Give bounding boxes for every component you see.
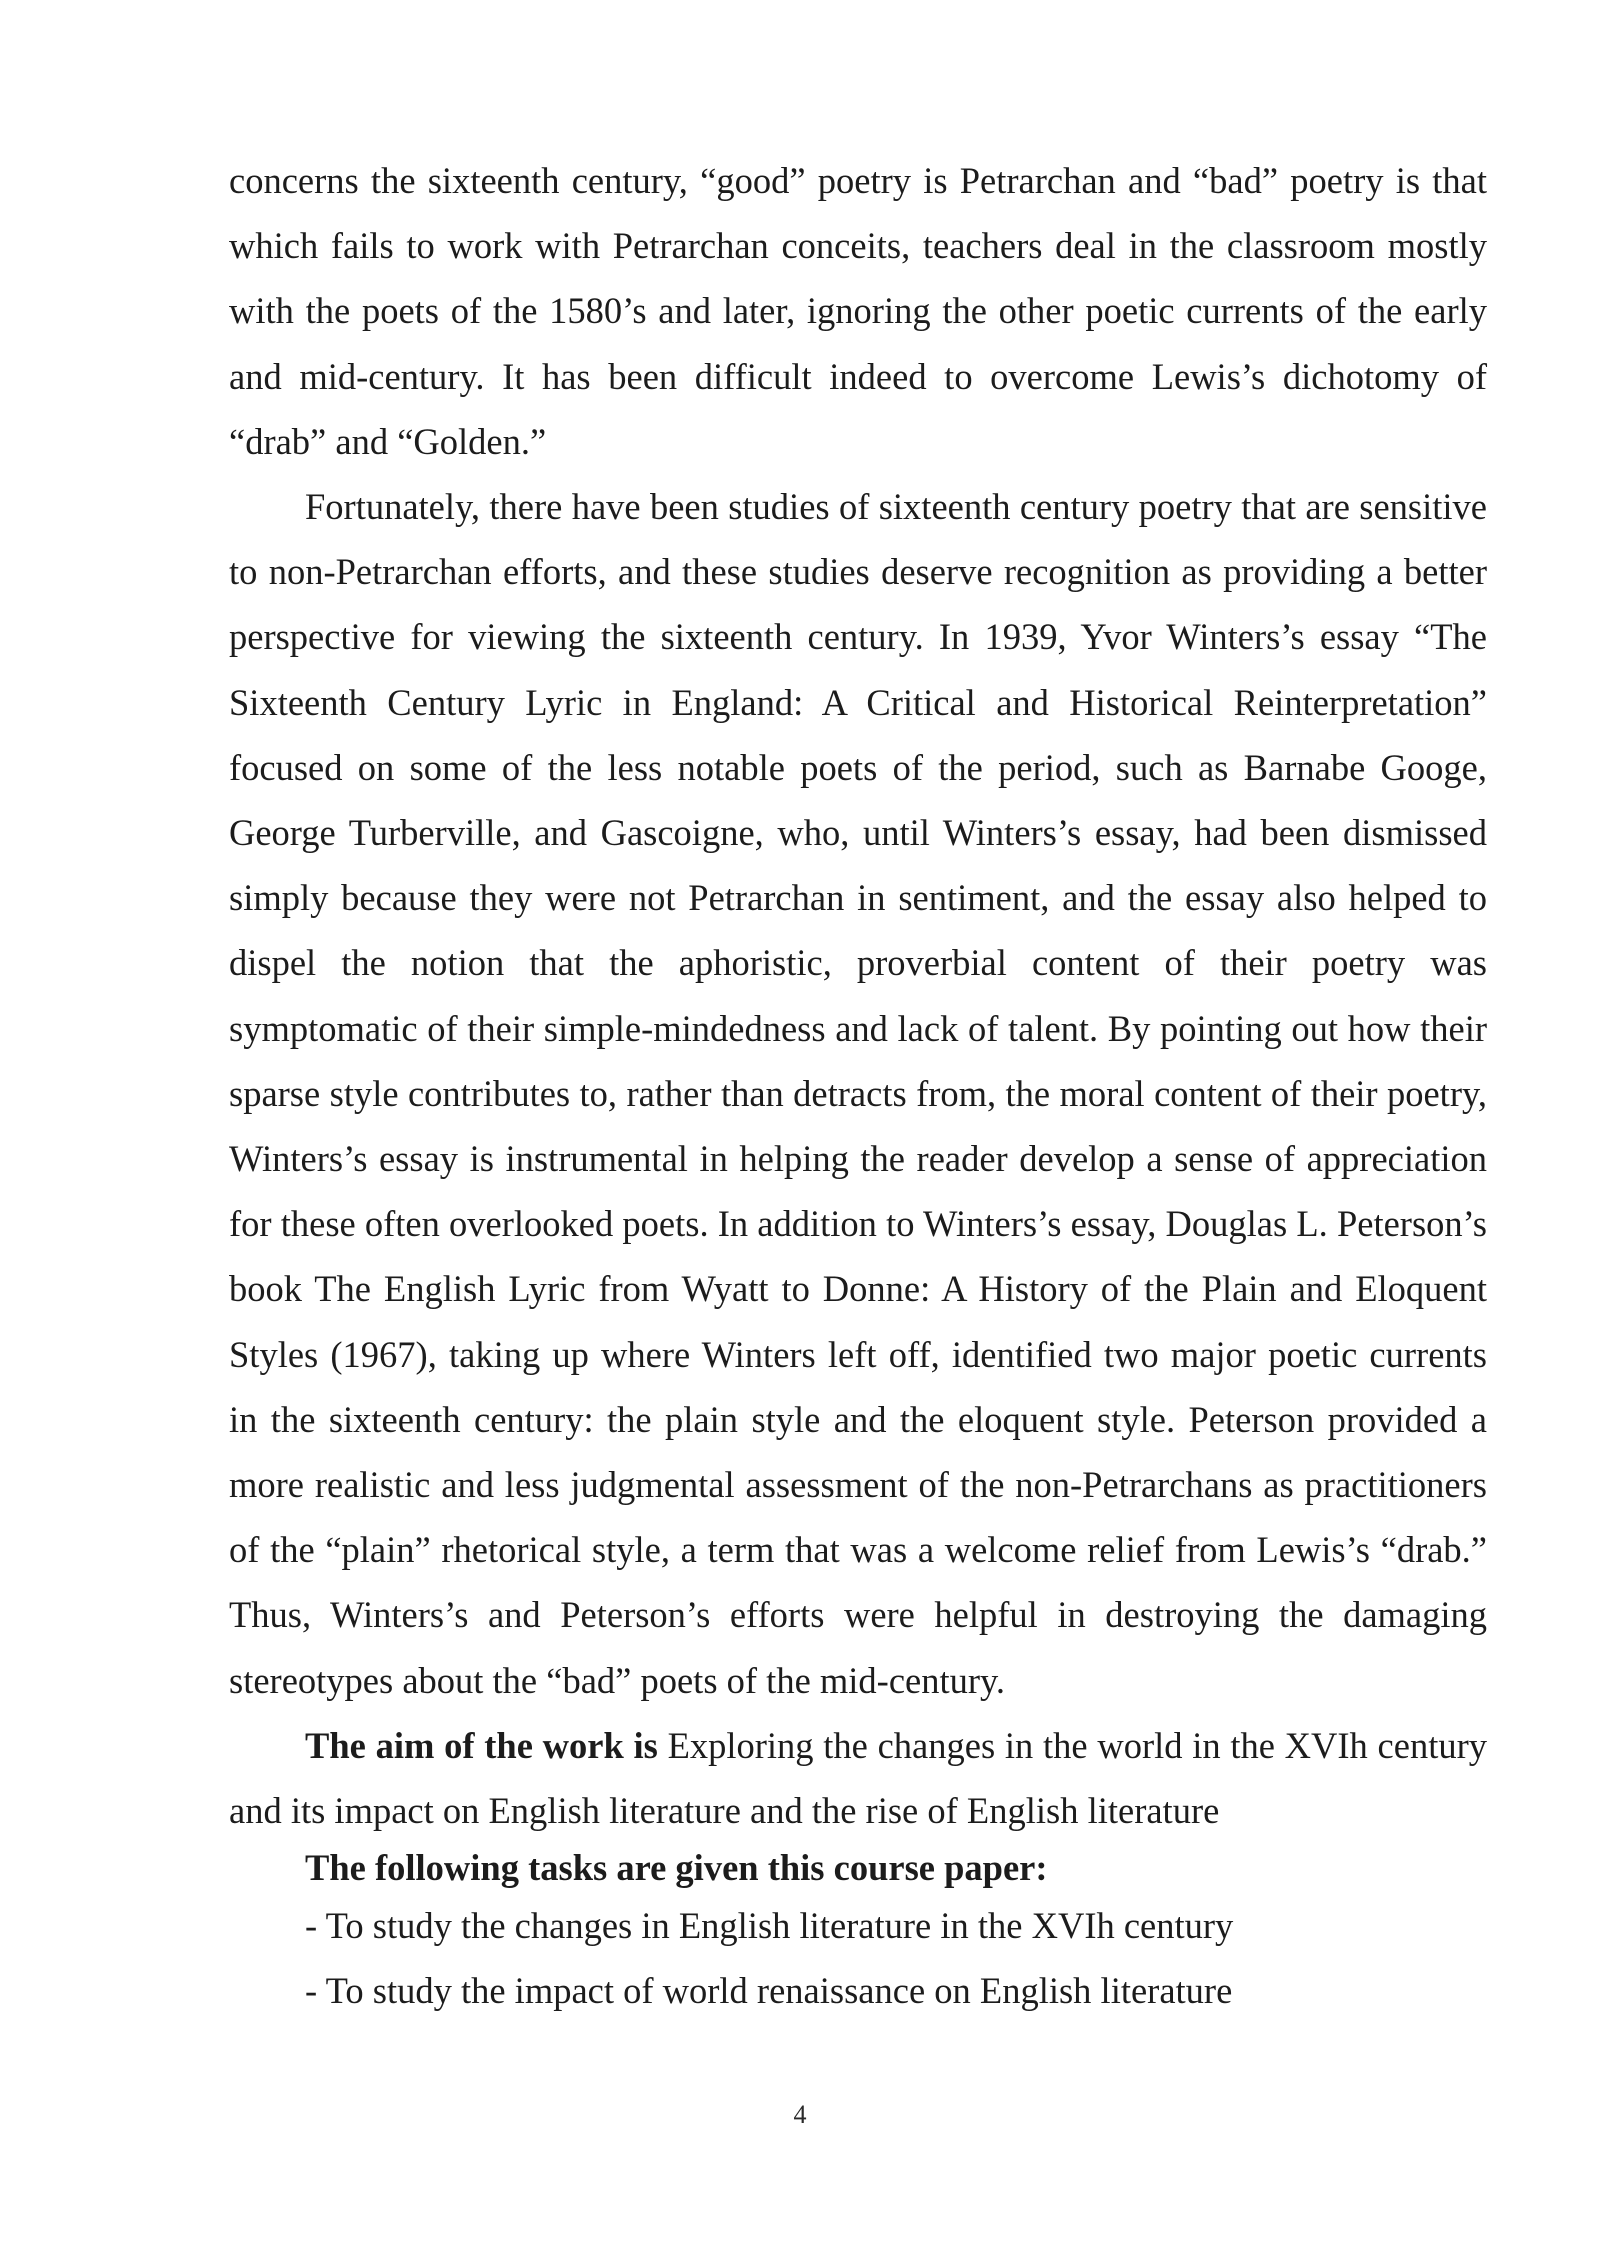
page-number: 4 [793,2100,807,2129]
paragraph-studies: Fortunately, there have been studies of sixteenth century poetry that are sensitive to non-Petrarchan efforts, and these studies deserve recognition as providing a better perspective for viewing the sixteenth century. In 1939, Yvor Winters’s essay “The Sixteenth Century Lyric in England: A Critical and Historical Reinterpretation” focused on some of the less notable poets of the period, such as Barnabe Googe, George Turberville, and Gascoigne, who, until Winters’s essay, had been dismissed simply because they were not Petrarchan in sentiment, and the essay also helped to dispel the notion that the aphoristic, proverbial content of their poetry was symptomatic of their simple-mindedness and lack of talent. By pointing out how their sparse style contributes to, rather than detracts from, the moral content of their poetry, Winters’s essay is instrumental in helping the reader develop a sense of appreciation for these often overlooked poets. In addition to Winters’s essay, Douglas L. Peterson’s book The English Lyric from Wyatt to Donne: A History of the Plain and Eloquent Styles (1967), taking up where Winters left off, identified two major poetic currents in the sixteenth century: the plain style and the eloquent style. Peterson provided a more realistic and less judgmental assessment of the non-Petrarchans as practitioners of the “plain” rhetorical style, a term that was a welcome relief from Lewis’s “drab.” Thus, Winters’s and Peterson’s efforts were helpful in destroying the damaging stereotypes about the “bad” poets of the mid-century. [229,486,1487,1701]
body-text [229,148,1487,2024]
task-item: - To study the impact of world renaissance on English literature [305,1970,1233,2012]
aim-paragraph [229,1713,1487,1843]
paragraph-continuation: concerns the sixteenth century, “good” poetry is Petrarchan and “bad” poetry is that which fails to work with Petrarchan conceits, teachers deal in the classroom mostly with the poets of the 1580’s and later, ignoring the other poetic currents of the early and mid-century. It has been difficult indeed to overcome Lewis’s dichotomy of “drab” and “Golden.” [229,160,1487,462]
aim-text: Exploring the changes in the world in the XVIh century and its impact on English literature and the rise of English literature [229,1724,1487,1832]
tasks-heading: The following tasks are given this course paper: [305,1847,1048,1889]
task-item: - To study the changes in English literature in the XVIh century [305,1905,1234,1947]
aim-label: The aim of the work is [305,1724,658,1766]
